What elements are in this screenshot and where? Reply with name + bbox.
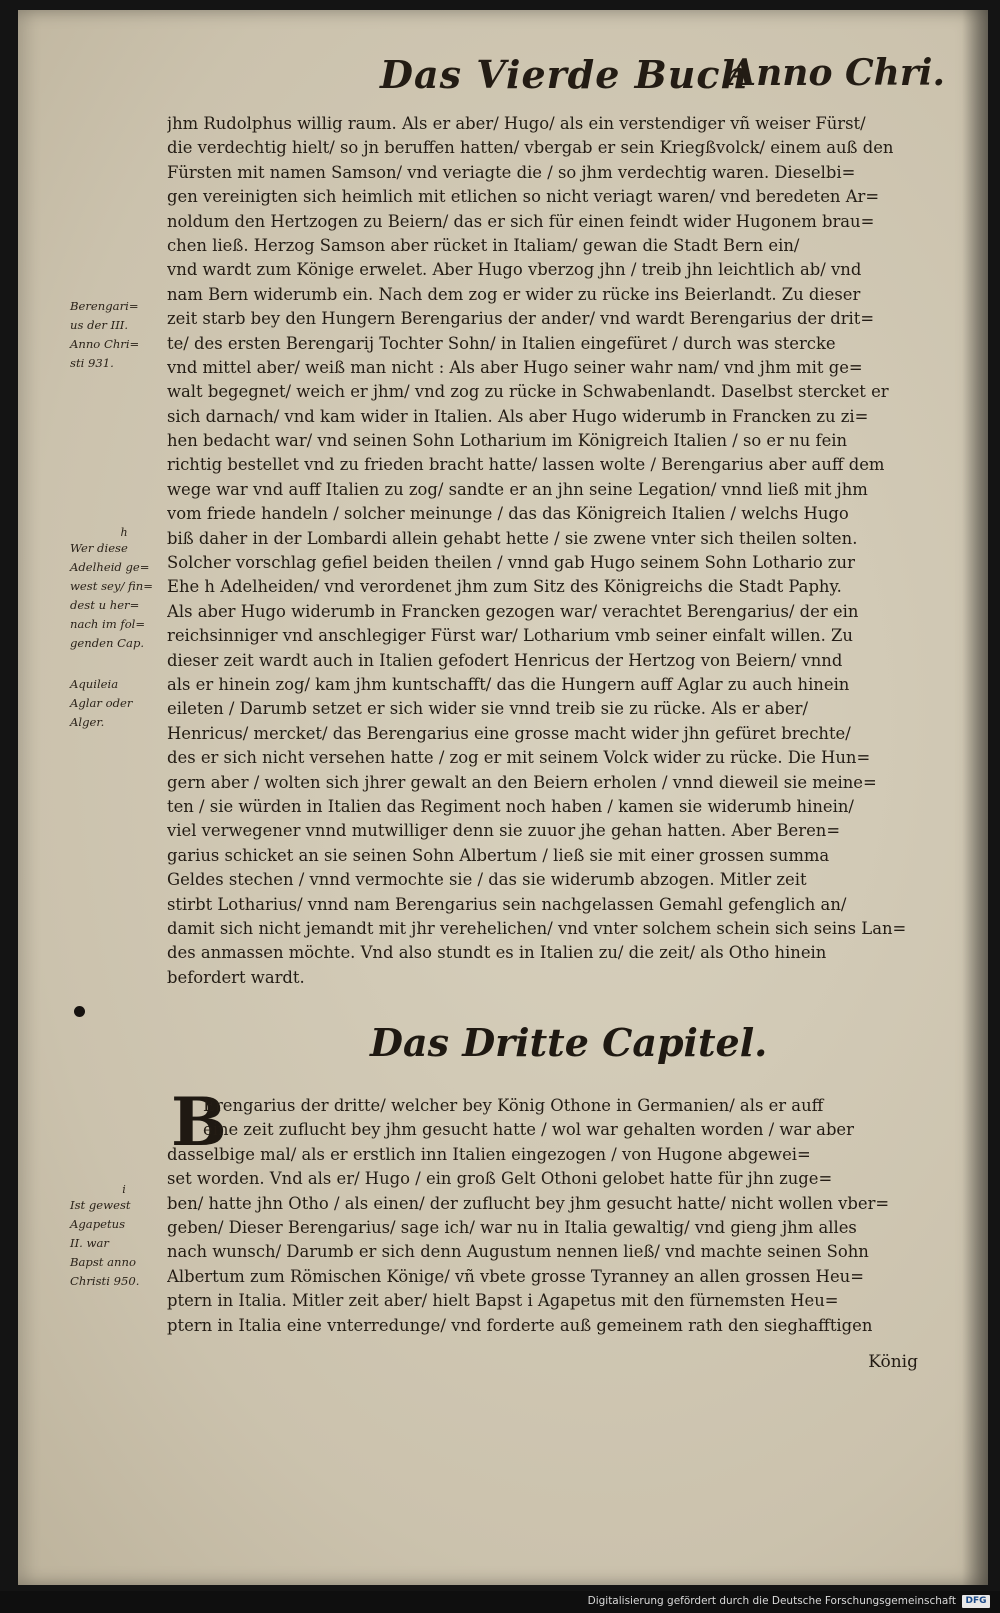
book-title: Das Vierde Buch bbox=[380, 52, 750, 97]
text-line: gen vereinigten sich heimlich mit etlichen so nicht veriagt waren/ vnd beredeten Ar= bbox=[167, 187, 880, 207]
margin-line: Alger. bbox=[70, 715, 105, 729]
margin-line: Adelheid ge= bbox=[70, 560, 150, 574]
margin-line: II. war bbox=[70, 1236, 109, 1250]
text-line: sich darnach/ vnd kam wider in Italien. Als aber Hugo widerumb in Francken zu zi= bbox=[167, 406, 869, 426]
text-line: gern aber / wolten sich jhrer gewalt an den Beiern erholen / vnnd dieweil sie meine= bbox=[167, 772, 877, 792]
margin-line: Aglar oder bbox=[70, 696, 133, 710]
margin-line: west sey/ fin= bbox=[70, 579, 153, 593]
body-text-chapter-start bbox=[167, 1094, 912, 1338]
text-line: Fürsten mit namen Samson/ vnd veriagte die / so jhm verdechtig waren. Dieselbi= bbox=[167, 162, 856, 182]
body-text-chapter-end bbox=[167, 112, 912, 990]
text-line: walt begegnet/ weich er jhm/ vnd zog zu rücke in Schwabenlandt. Daselbst stercket er bbox=[167, 382, 889, 402]
text-line: als er hinein zog/ kam jhm kuntschafft/ das die Hungern auff Aglar zu auch hinein bbox=[167, 674, 850, 694]
page-gutter-shadow bbox=[962, 10, 988, 1585]
margin-note-aquileia bbox=[70, 675, 178, 732]
text-line: ptern in Italia. Mitler zeit aber/ hielt Bapst i Agapetus mit den fürnemsten Heu= bbox=[167, 1291, 839, 1311]
text-line: stirbt Lotharius/ vnnd nam Berengarius sein nachgelassen Gemahl gefenglich an/ bbox=[167, 894, 847, 914]
chapter-title: Das Dritte Capitel. bbox=[370, 1020, 768, 1065]
text-line: garius schicket an sie seinen Sohn Albertum / ließ sie mit einer grossen summa bbox=[167, 845, 830, 865]
margin-line: genden Cap. bbox=[70, 636, 145, 650]
text-line: Albertum zum Römischen Könige/ vñ vbete grosse Tyranney an allen grossen Heu= bbox=[167, 1266, 864, 1286]
running-head: Anno Chri. bbox=[728, 52, 945, 94]
text-line: vnd mittel aber/ weiß man nicht : Als aber Hugo seiner wahr nam/ vnd jhm mit ge= bbox=[167, 357, 863, 377]
page-header bbox=[370, 52, 945, 102]
text-line: richtig bestellet vnd zu frieden bracht hatte/ lassen wolte / Berengarius aber auff dem bbox=[167, 455, 885, 475]
text-line: Geldes stechen / vnnd vermochte sie / das sie widerumb abzogen. Mitler zeit bbox=[167, 870, 807, 890]
text-line: nam Bern widerumb ein. Nach dem zog er wider zu rücke ins Beierlandt. Zu dieser bbox=[167, 284, 861, 304]
text-line: eine zeit zuflucht bey jhm gesucht hatte / wol war gehalten worden / war aber bbox=[203, 1120, 854, 1140]
text-line: set worden. Vnd als er/ Hugo / ein groß Gelt Othoni gelobet hatte für jhn zuge= bbox=[167, 1169, 833, 1189]
margin-line: us der III. bbox=[70, 318, 129, 332]
text-line: dieser zeit wardt auch in Italien gefodert Henricus der Hertzog von Beiern/ vnnd bbox=[167, 650, 843, 670]
text-line: zeit starb bey den Hungern Berengarius der ander/ vnd wardt Berengarius der drit= bbox=[167, 309, 875, 329]
text-line: Als aber Hugo widerumb in Francken gezogen war/ verachtet Berengarius/ der ein bbox=[167, 601, 859, 621]
text-line: vom friede handeln / solcher meinunge / das das Königreich Italien / welchs Hugo bbox=[167, 504, 849, 524]
drop-cap: B bbox=[171, 1083, 227, 1161]
margin-line: sti 931. bbox=[70, 356, 114, 370]
text-line: reichsinniger vnd anschlegiger Fürst war/ Lotharium vmb seiner einfalt willen. Zu bbox=[167, 626, 853, 646]
footer-bar bbox=[0, 1591, 1000, 1613]
text-line: wege war vnd auff Italien zu zog/ sandte er an jhn seine Legation/ vnnd ließ mit jhm bbox=[167, 479, 868, 499]
footnote-mark-h: h bbox=[120, 526, 128, 539]
text-line: dasselbige mal/ als er erstlich inn Italien eingezogen / von Hugone abgewei= bbox=[167, 1144, 811, 1164]
margin-line: nach im fol= bbox=[70, 617, 146, 631]
text-line: ptern in Italia eine vnterredunge/ vnd forderte auß gemeinem rath den sieghafftigen bbox=[167, 1315, 873, 1335]
text-line: viel verwegener vnnd mutwilliger denn sie zuuor jhe gehan hatten. Aber Beren= bbox=[167, 821, 841, 841]
text-line: eileten / Darumb setzet er sich wider sie vnnd treib sie zu rücke. Als er aber/ bbox=[167, 699, 808, 719]
text-line: Solcher vorschlag gefiel beiden theilen / vnnd gab Hugo seinem Sohn Lothario zur bbox=[167, 553, 855, 573]
margin-line: Aquileia bbox=[70, 677, 119, 691]
text-line: nach wunsch/ Darumb er sich denn Augustum nennen ließ/ vnd machte seinen Sohn bbox=[167, 1242, 869, 1262]
text-line: befordert wardt. bbox=[167, 967, 305, 987]
text-line: des er sich nicht versehen hatte / zog er mit seinem Volck wider zu rücke. Die Hun= bbox=[167, 748, 871, 768]
text-line: ben/ hatte jhn Otho / als einen/ der zuflucht bey jhm gesucht hatte/ nicht wollen vber= bbox=[167, 1193, 890, 1213]
text-line: die verdechtig hielt/ so jn beruffen hatten/ vbergab er sein Kriegßvolck/ einem auß den bbox=[167, 138, 894, 158]
text-line: te/ des ersten Berengarij Tochter Sohn/ in Italien eingefüret / durch was stercke bbox=[167, 333, 836, 353]
text-line: jhm Rudolphus willig raum. Als er aber/ Hugo/ als ein verstendiger vñ weiser Fürst/ bbox=[167, 114, 866, 133]
text-line: ten / sie würden in Italien das Regiment noch haben / kamen sie widerumb hinein/ bbox=[167, 796, 854, 816]
margin-line: Wer diese bbox=[70, 541, 128, 555]
margin-line: Christi 950. bbox=[70, 1274, 140, 1288]
dfg-logo: DFG bbox=[962, 1595, 990, 1608]
footnote-mark-i: i bbox=[122, 1183, 126, 1196]
text-line: Erengarius der dritte/ welcher bey König Othone in Germanien/ als er auff bbox=[203, 1096, 824, 1115]
text-line: Henricus/ mercket/ das Berengarius eine grosse macht wider jhn gefüret brechte/ bbox=[167, 723, 851, 743]
text-line: biß daher in der Lombardi allein gehabt hette / sie zwene vnter sich theilen solten. bbox=[167, 528, 858, 548]
margin-line: Agapetus bbox=[70, 1217, 126, 1231]
text-line: Ehe h Adelheiden/ vnd verordenet jhm zum Sitz des Königreichs die Stadt Paphy. bbox=[167, 577, 842, 597]
margin-line: dest u her= bbox=[70, 598, 140, 612]
margin-line: Berengari= bbox=[70, 299, 139, 313]
margin-line: Ist gewest bbox=[70, 1198, 131, 1212]
text-line: chen ließ. Herzog Samson aber rücket in Italiam/ gewan die Stadt Bern ein/ bbox=[167, 235, 800, 255]
text-line: damit sich nicht jemandt mit jhr verehelichen/ vnd vnter solchem schein sich seins Lan= bbox=[167, 918, 907, 938]
text-line: geben/ Dieser Berengarius/ sage ich/ war nu in Italia gewaltig/ vnd gieng jhm alles bbox=[167, 1217, 857, 1237]
margin-note-adelheid bbox=[70, 526, 178, 653]
margin-line: Anno Chri= bbox=[70, 337, 140, 351]
catchword: König bbox=[868, 1352, 918, 1372]
margin-line: Bapst anno bbox=[70, 1255, 136, 1269]
text-line: vnd wardt zum Könige erwelet. Aber Hugo vberzog jhn / treib jhn leichtlich ab/ vnd bbox=[167, 260, 862, 280]
text-line: hen bedacht war/ vnd seinen Sohn Lotharium im Königreich Italien / so er nu fein bbox=[167, 431, 848, 451]
margin-note-berengarius bbox=[70, 297, 178, 373]
ink-dot bbox=[74, 1006, 85, 1017]
text-line: noldum den Hertzogen zu Beiern/ das er sich für einen feindt wider Hugonem brau= bbox=[167, 211, 875, 231]
text-line: des anmassen möchte. Vnd also stundt es in Italien zu/ die zeit/ als Otho hinein bbox=[167, 943, 827, 963]
margin-note-agapetus bbox=[70, 1183, 178, 1291]
funding-credit: Digitalisierung gefördert durch die Deutsche Forschungsgemeinschaft bbox=[587, 1595, 956, 1607]
